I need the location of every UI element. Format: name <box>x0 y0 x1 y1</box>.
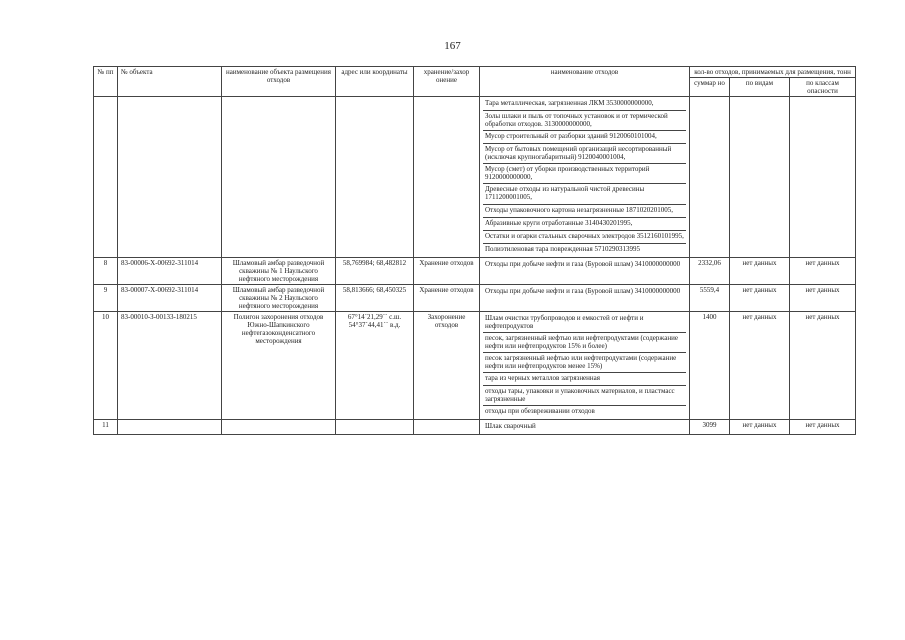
header-storage: хранение/захор онение <box>414 67 480 97</box>
waste-item: тара из черных металлов загрязненная <box>483 373 686 386</box>
waste-item: Мусор от бытовых помещений организаций несортированный (исключая крупногабаритный) 9120040001004, <box>483 144 686 164</box>
cell-by-type: нет данных <box>730 420 790 435</box>
cell-address: 67°14´21,29´´ с.ш. 54°37´44,41´´ в.д. <box>336 311 414 419</box>
cell-total: 2332,06 <box>690 257 730 284</box>
cell-storage: Захоронение отходов <box>414 311 480 419</box>
waste-item: Золы шлаки и пыль от топочных установок и от термической обработки отходов. 3130000000000, <box>483 111 686 131</box>
cell-object-num: 83-00006-Х-00692-311014 <box>118 257 222 284</box>
cell-waste-list <box>480 311 690 419</box>
cell-by-type: нет данных <box>730 284 790 311</box>
waste-item: отходы при обезвреживании отходов <box>485 407 595 416</box>
cell-total: 5559,4 <box>690 284 730 311</box>
cell-by-hazard: нет данных <box>790 284 856 311</box>
waste-registry-table <box>93 66 856 435</box>
cell-waste-list <box>480 420 690 435</box>
waste-item: отходы тары, упаковки и упаковочных материалов, и пластмасс загрязненные <box>483 386 686 406</box>
cell-waste-list <box>480 97 690 257</box>
waste-item: Остатки и огарки стальных сварочных электродов 3512160101995, <box>483 231 686 244</box>
cell-object-name <box>222 420 336 435</box>
cell-num: 9 <box>94 284 118 311</box>
cell-storage: Хранение отходов <box>414 257 480 284</box>
header-by-hazard: по классам опасности <box>790 78 856 97</box>
cell-storage <box>414 420 480 435</box>
header-by-type: по видам <box>730 78 790 97</box>
cell-by-hazard: нет данных <box>790 311 856 419</box>
waste-item: песок, загрязненный нефтью или нефтепродуктами (содержание нефти или нефтепродуктов 15% и более) <box>483 333 686 353</box>
cell-object-name: Шламовый амбар разведочной скважины № 1 Наульского нефтяного месторождения <box>222 257 336 284</box>
cell-by-hazard: нет данных <box>790 257 856 284</box>
table-row <box>94 311 856 419</box>
cell-object-num <box>118 97 222 257</box>
waste-item: Абразивные круги отработанные 3140430201995, <box>483 218 686 231</box>
header-row-1 <box>94 67 856 78</box>
cell-by-hazard <box>790 97 856 257</box>
header-object-num: № объекта <box>118 67 222 97</box>
cell-total: 3099 <box>690 420 730 435</box>
table-row <box>94 420 856 435</box>
waste-item: Отходы при добыче нефти и газа (Буровой шлам) 3410000000000 <box>485 259 681 268</box>
waste-item: Тара металлическая, загрязненная ЛКМ 3530000000000, <box>483 98 686 111</box>
cell-storage: Хранение отходов <box>414 284 480 311</box>
cell-waste-list <box>480 257 690 284</box>
cell-object-num: 83-00007-Х-00692-311014 <box>118 284 222 311</box>
cell-num: 8 <box>94 257 118 284</box>
cell-total: 1400 <box>690 311 730 419</box>
waste-item: Отходы упаковочного картона незагрязненные 1871020201005, <box>483 205 686 218</box>
header-object-name: наименование объекта размещения отходов <box>222 67 336 97</box>
cell-address: 58,813666; 68,450325 <box>336 284 414 311</box>
cell-num: 10 <box>94 311 118 419</box>
waste-item: Мусор строительный от разборки зданий 9120060101004, <box>483 131 686 144</box>
cell-address: 58,769984; 68,482812 <box>336 257 414 284</box>
cell-num: 11 <box>94 420 118 435</box>
cell-by-type: нет данных <box>730 311 790 419</box>
continuation-row <box>94 97 856 257</box>
cell-address <box>336 420 414 435</box>
header-address: адрес или координаты <box>336 67 414 97</box>
cell-object-name: Полигон захоронения отходов Южно-Шапкинского нефтегазоконденсатного месторождения <box>222 311 336 419</box>
waste-item: Шлам очистки трубопроводов и емкостей от нефти и нефтепродуктов <box>483 313 686 333</box>
cell-num <box>94 97 118 257</box>
waste-item: Шлак сварочный <box>485 422 536 431</box>
cell-storage <box>414 97 480 257</box>
table-row <box>94 284 856 311</box>
waste-item: песок загрязненный нефтью или нефтепродуктами (содержание нефти или нефтепродуктов менее 15%) <box>483 353 686 373</box>
waste-item: Древесные отходы из натуральной чистой древесины 1711200001005, <box>483 184 686 204</box>
cell-object-num <box>118 420 222 435</box>
page-number: 167 <box>444 40 461 52</box>
cell-address <box>336 97 414 257</box>
cell-object-num: 83-00010-З-00133-180215 <box>118 311 222 419</box>
header-waste-name: наименование отходов <box>480 67 690 97</box>
waste-item: Отходы при добыче нефти и газа (Буровой шлам) 3410000000000 <box>485 286 681 295</box>
waste-item: Полиэтиленовая тара поврежденная 5710290313995 <box>485 244 640 253</box>
table-row <box>94 257 856 284</box>
cell-by-type <box>730 97 790 257</box>
cell-by-type: нет данных <box>730 257 790 284</box>
cell-object-name: Шламовый амбар разведочной скважины № 2 Наульского нефтяного месторождения <box>222 284 336 311</box>
waste-item: Мусор (смет) от уборки производственных территорий 9120000000000, <box>483 164 686 184</box>
cell-by-hazard: нет данных <box>790 420 856 435</box>
cell-waste-list <box>480 284 690 311</box>
header-num: № пп <box>94 67 118 97</box>
cell-object-name <box>222 97 336 257</box>
header-total: суммар но <box>690 78 730 97</box>
cell-total <box>690 97 730 257</box>
header-quantity-group: кол-во отходов, принимаемых для размещения, тонн <box>690 67 856 78</box>
